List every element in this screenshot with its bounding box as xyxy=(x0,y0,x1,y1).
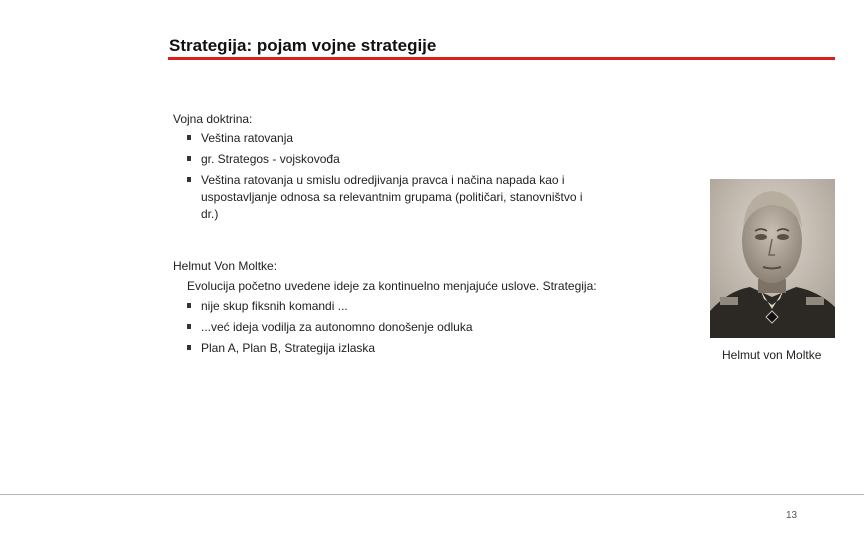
list-item-text: Veština ratovanja xyxy=(201,131,294,145)
doctrine-heading: Vojna doktrina: xyxy=(173,112,253,126)
list-item xyxy=(185,340,625,357)
bullet-icon xyxy=(187,324,191,329)
moltke-list xyxy=(185,298,625,361)
slide-title: Strategija: pojam vojne strategije xyxy=(169,36,437,55)
bullet-icon xyxy=(187,135,191,140)
list-item-text: Veština ratovanja u smislu odredjivanja pravca i načina napada kao i uspostavljanje odnosa sa relevantnim grupama (političari, stanovništvo i dr.) xyxy=(201,173,583,221)
title-underline xyxy=(168,57,835,60)
list-item-text: ...već ideja vodilja za autonomno donošenje odluka xyxy=(201,320,473,334)
list-item xyxy=(185,130,605,147)
portrait-photo-icon xyxy=(710,179,835,338)
list-item xyxy=(185,319,625,336)
page-number: 13 xyxy=(786,510,798,521)
list-item xyxy=(185,298,625,315)
bullet-icon xyxy=(187,303,191,308)
list-item xyxy=(185,172,601,223)
bullet-icon xyxy=(187,345,191,350)
moltke-subheading: Evolucija početno uvedene ideje za kontinuelno menjajuće uslove. Strategija: xyxy=(187,279,597,293)
moltke-heading: Helmut Von Moltke: xyxy=(173,259,278,273)
bullet-icon xyxy=(187,156,191,161)
list-item-text: nije skup fiksnih komandi ... xyxy=(201,299,348,313)
bullet-icon xyxy=(187,177,191,182)
list-item xyxy=(185,151,605,168)
footer-divider xyxy=(0,494,864,495)
portrait-photo xyxy=(710,179,835,338)
doctrine-list xyxy=(185,130,605,227)
list-item-text: gr. Strategos - vojskovođa xyxy=(201,152,340,166)
portrait-caption: Helmut von Moltke xyxy=(722,348,822,362)
list-item-text: Plan A, Plan B, Strategija izlaska xyxy=(201,341,376,355)
